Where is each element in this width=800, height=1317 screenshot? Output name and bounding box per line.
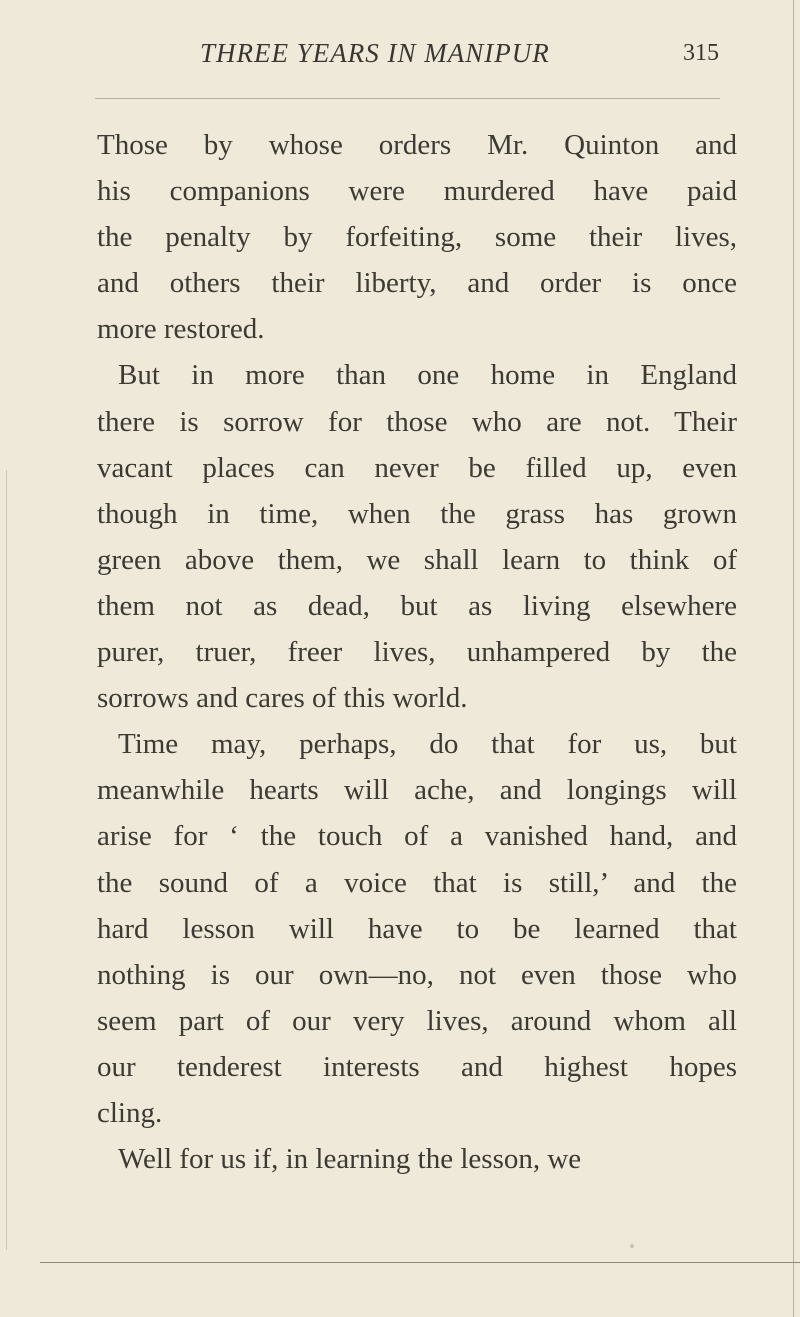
text-line: them not as dead, but as living elsewhere: [97, 589, 737, 622]
text-line: green above them, we shall learn to think of: [97, 543, 737, 576]
text-line: meanwhile hearts will ache, and longings will: [97, 774, 737, 807]
running-head: [0, 38, 800, 78]
paper-speck: [630, 1244, 634, 1248]
text-line: Time may, perhaps, do that for us, but: [118, 728, 737, 761]
page-number: 315: [683, 40, 719, 66]
page-edge-left: [6, 470, 7, 1250]
text-line: more restored.: [97, 313, 265, 346]
running-title: THREE YEARS IN MANIPUR: [200, 38, 550, 68]
text-line: hard lesson will have to be learned that: [97, 912, 737, 945]
text-line: arise for ‘ the touch of a vanished hand, and: [97, 820, 737, 853]
text-line: our tenderest interests and highest hopes: [97, 1050, 737, 1083]
text-line: Those by whose orders Mr. Quinton and: [97, 129, 737, 161]
text-line: vacant places can never be filled up, even: [97, 451, 737, 484]
text-line: purer, truer, freer lives, unhampered by the: [97, 636, 737, 669]
text-line: nothing is our own—no, not even those who: [97, 958, 737, 991]
page-edge-right: [793, 0, 794, 1317]
text-line: though in time, when the grass has grown: [97, 497, 737, 530]
text-line: sorrows and cares of this world.: [97, 682, 468, 715]
text-line: But in more than one home in England: [118, 359, 737, 392]
text-line: the penalty by forfeiting, some their lives,: [97, 221, 737, 254]
text-line: cling.: [97, 1096, 163, 1129]
text-line: Well for us if, in learning the lesson, we: [118, 1143, 582, 1176]
body-text: [97, 122, 737, 1182]
text-line: and others their liberty, and order is once: [97, 267, 737, 300]
header-rule: [95, 98, 720, 99]
text-line: the sound of a voice that is still,’ and the: [97, 866, 737, 899]
text-line: seem part of our very lives, around whom all: [97, 1004, 737, 1037]
text-line: his companions were murdered have paid: [97, 175, 737, 208]
page-edge-bottom: [40, 1262, 800, 1263]
text-line: there is sorrow for those who are not. Their: [97, 405, 737, 438]
